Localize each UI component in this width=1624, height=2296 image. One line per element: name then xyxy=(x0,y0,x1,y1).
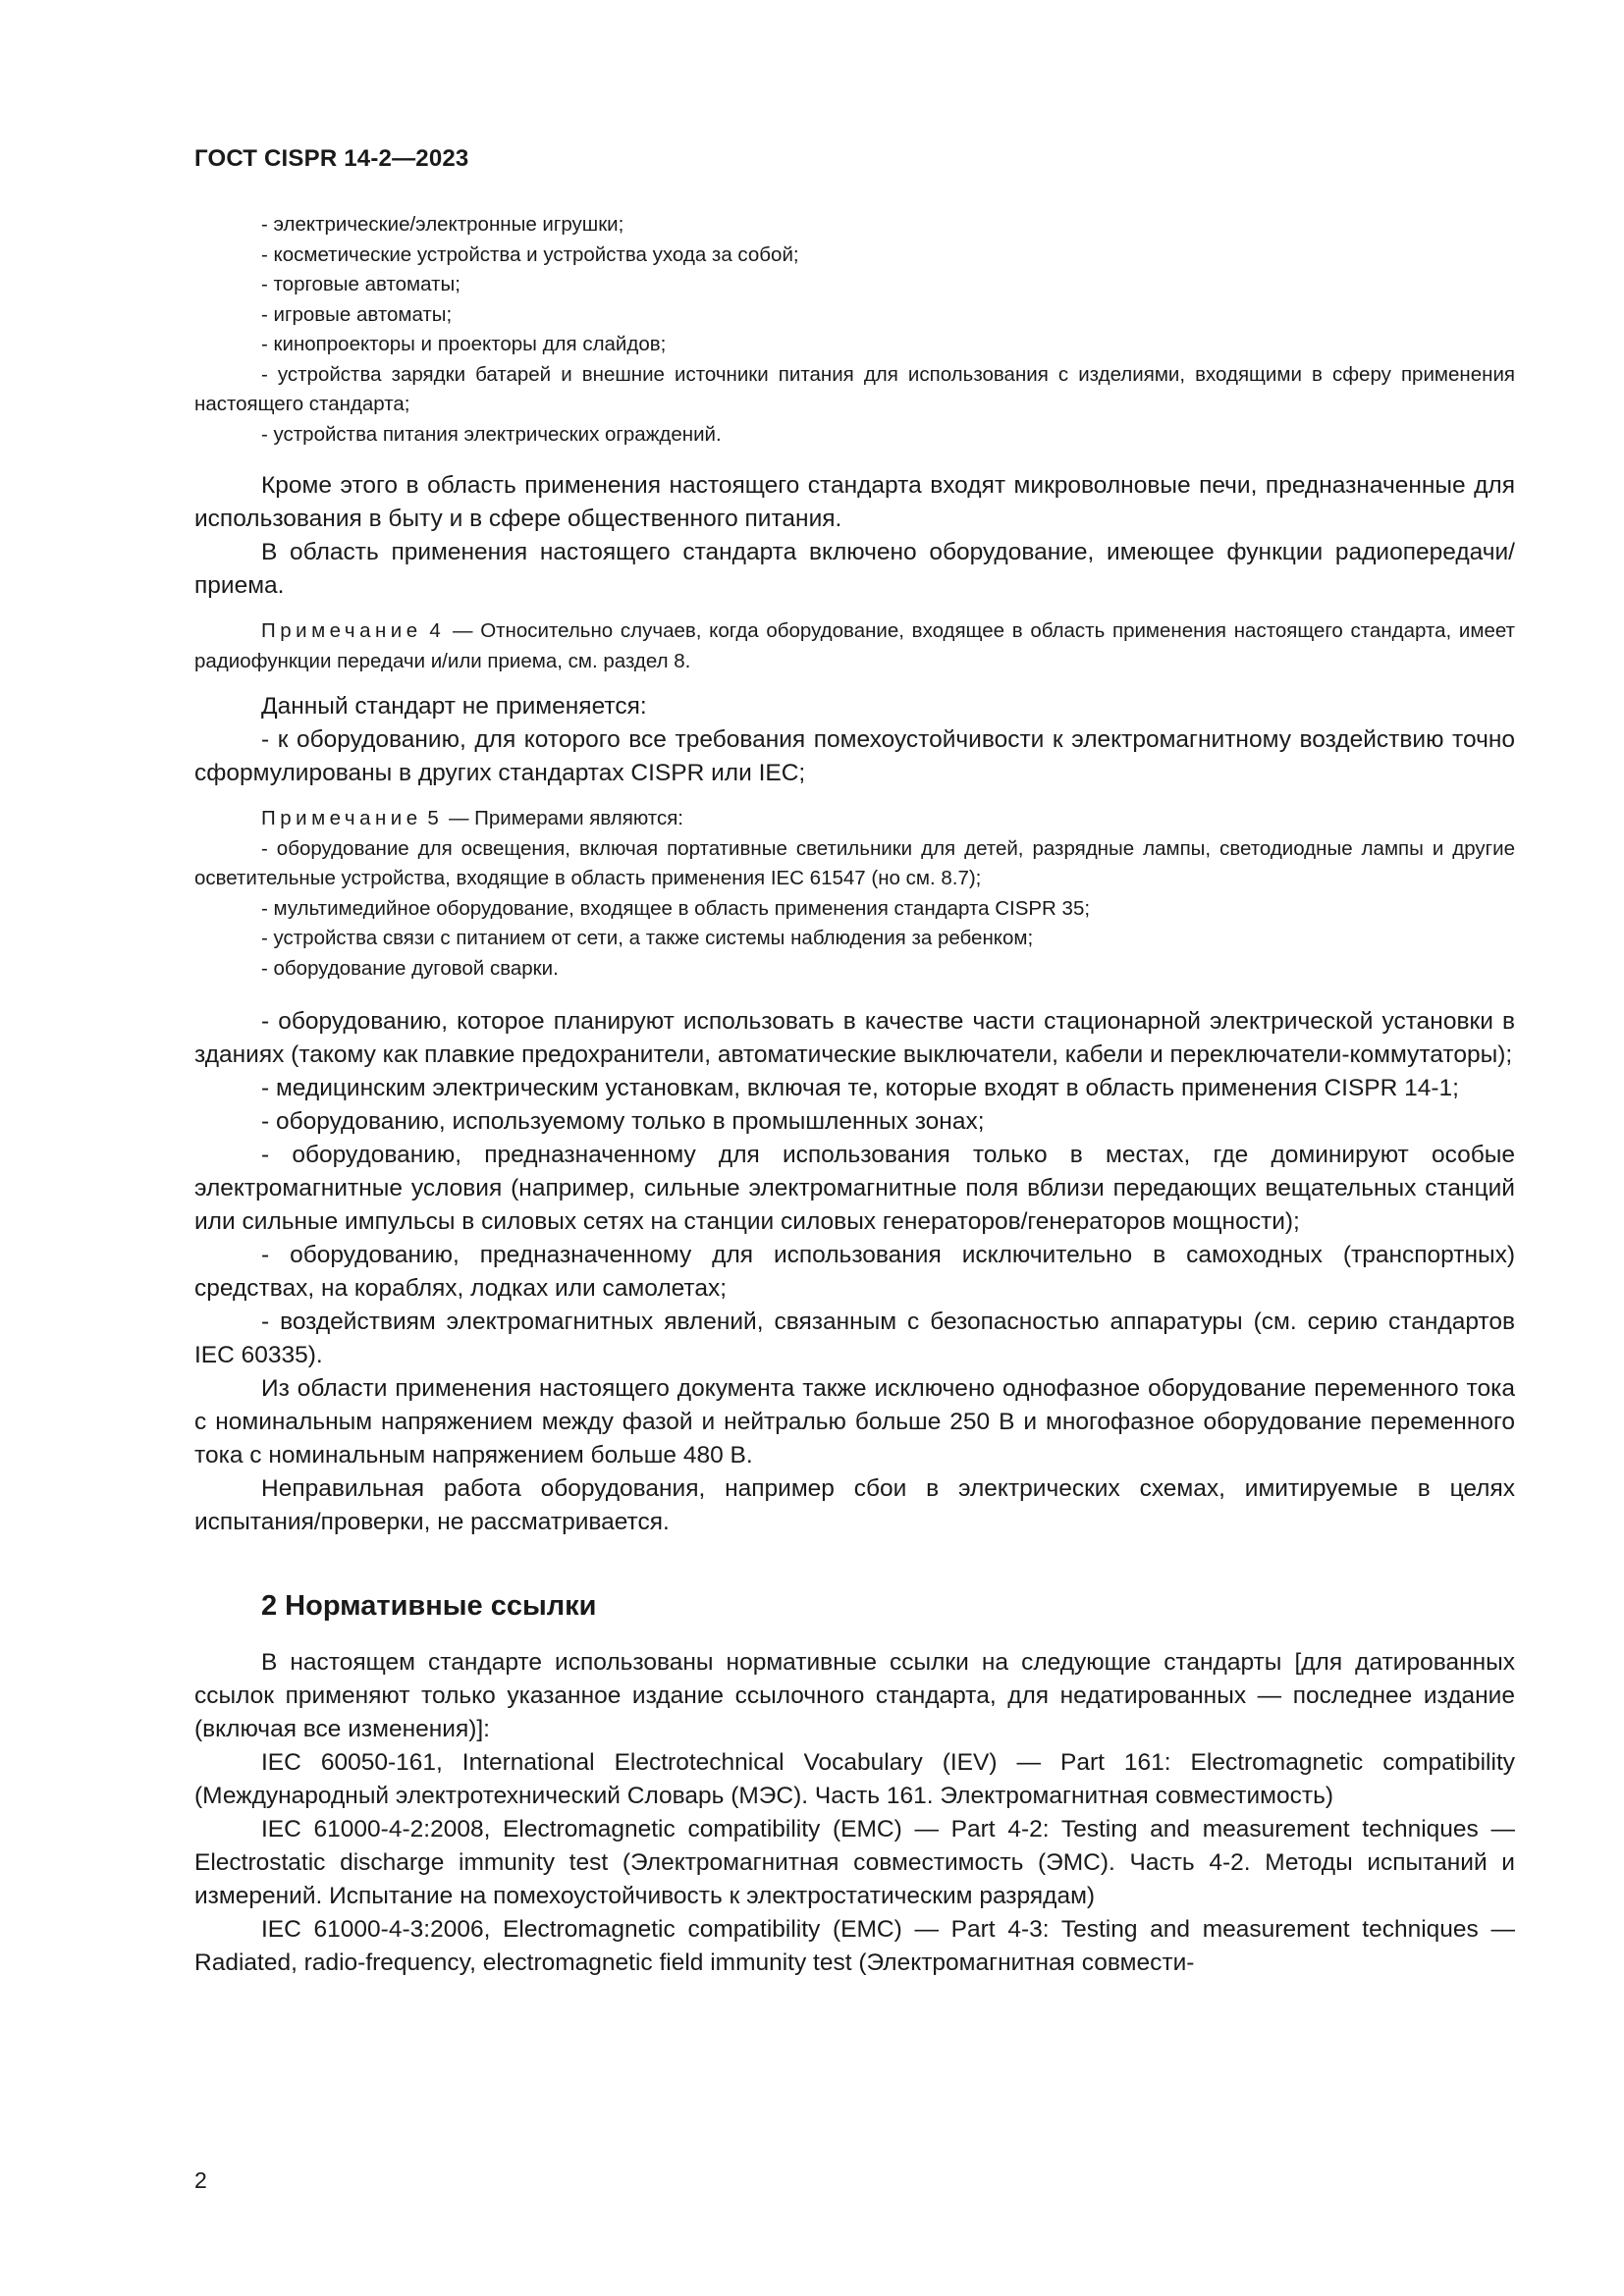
reference-item: IEC 60050-161, International Electrotechnical Vocabulary (IEV) — Part 161: Electromagnetic compatibility (Международный электротехнический Словарь (МЭС). Часть 161. Электромагнитная совместимость) xyxy=(194,1749,1515,1809)
scope-list xyxy=(194,210,1515,450)
scope-list-item: - кинопроекторы и проекторы для слайдов; xyxy=(261,333,667,355)
reference-item: IEC 61000-4-2:2008, Electromagnetic compatibility (EMC) — Part 4-2: Testing and measurement techniques — Electrostatic discharge immunity test (Электромагнитная совместимость (ЭМС). Часть 4-2. Методы испытаний и измерений. Испытание на помехоустойчивость к электростатическим разрядам) xyxy=(194,1816,1515,1909)
scope-list-item: - косметические устройства и устройства ухода за собой; xyxy=(261,242,799,266)
section-2-body xyxy=(194,1646,1515,1980)
exclusions-list xyxy=(194,1005,1515,1539)
note-5-item: - оборудование дуговой сварки. xyxy=(261,956,559,980)
page-number: 2 xyxy=(194,2167,207,2193)
exclusion-item: - оборудованию, используемому только в промышленных зонах; xyxy=(261,1108,985,1135)
exclusion-item: - оборудованию, предназначенному для использования только в местах, где доминируют особые электромагнитные условия (например, сильные электромагнитные поля вблизи передающих вещательных станций или сильные импульсы в силовых сетях на станции силовых генераторов/генераторов мощности); xyxy=(194,1142,1515,1235)
note-5 xyxy=(194,804,1515,984)
reference-item: IEC 61000-4-3:2006, Electromagnetic compatibility (EMC) — Part 4-3: Testing and measurement techniques — Radiated, radio-frequency, electromagnetic field immunity test (Электромагнитная совмести- xyxy=(194,1916,1515,1976)
note-5-item: - оборудование для освещения, включая портативные светильники для детей, разрядные лампы, светодиодные лампы и другие осветительные устройства, входящие в область применения IEC 61547 (но см. 8.7); xyxy=(194,836,1515,889)
paragraph: Из области применения настоящего документа также исключено однофазное оборудование переменного тока с номинальным напряжением между фазой и нейтралью больше 250 В и многофазное оборудование переменного тока с номинальным напряжением больше 480 В. xyxy=(194,1375,1515,1468)
exclusion-item: - оборудованию, которое планируют использовать в качестве части стационарной электрической установки в зданиях (такому как плавкие предохранители, автоматические выключатели, кабели и переключатели-коммутаторы); xyxy=(194,1008,1515,1068)
note-label: Примечание xyxy=(261,807,422,829)
note-5-item: - устройства связи с питанием от сети, а также системы наблюдения за ребенком; xyxy=(261,927,1034,949)
paragraph: В область применения настоящего стандарта включено оборудование, имеющее функции радиопередачи/приема. xyxy=(194,539,1515,599)
document-page xyxy=(194,145,1515,1980)
section-title: 2 Нормативные ссылки xyxy=(261,1590,597,1622)
section-intro: В настоящем стандарте использованы нормативные ссылки на следующие стандарты [для датированных ссылок применяют только указанное издание ссылочного стандарта, для недатированных — последнее издание (включая все изменения)]: xyxy=(194,1649,1515,1742)
note-number: 5 xyxy=(427,807,444,829)
not-applied-intro: Данный стандарт не применяется: xyxy=(261,693,647,720)
note-4 xyxy=(194,616,1515,676)
note-intro: — Примерами являются: xyxy=(448,807,684,829)
scope-list-item: - устройства питания электрических ограждений. xyxy=(261,422,722,446)
scope-list-item: - игровые автоматы; xyxy=(261,302,453,326)
exclusion-item: - медицинским электрическим установкам, включая те, которые входят в область применения CISPR 14-1; xyxy=(261,1075,1459,1101)
note-number: 4 xyxy=(429,619,446,642)
note-5-item: - мультимедийное оборудование, входящее в область применения стандарта CISPR 35; xyxy=(261,896,1091,920)
paragraph: Неправильная работа оборудования, например сбои в электрических схемах, имитируемые в целях испытания/проверки, не рассматривается. xyxy=(194,1475,1515,1535)
not-applied-item: - к оборудованию, для которого все требования помехоустойчивости к электромагнитному воздействию точно сформулированы в других стандартах CISPR или IEC; xyxy=(194,726,1515,786)
scope-list-item: - торговые автоматы; xyxy=(261,273,460,295)
not-applied-block xyxy=(194,690,1515,790)
exclusion-item: - воздействиям электромагнитных явлений, связанным с безопасностью аппаратуры (см. серию стандартов IEC 60335). xyxy=(194,1308,1515,1368)
scope-list-item: - электрические/электронные игрушки; xyxy=(261,213,624,236)
document-header: ГОСТ CISPR 14-2—2023 xyxy=(194,145,469,172)
note-text: — Относительно случаев, когда оборудование, входящее в область применения настоящего стандарта, имеет радиофункции передачи и/или приема, см. раздел 8. xyxy=(194,619,1515,672)
exclusion-item: - оборудованию, предназначенному для использования исключительно в самоходных (транспортных) средствах, на кораблях, лодках или самолетах; xyxy=(194,1242,1515,1302)
scope-paragraphs xyxy=(194,469,1515,603)
scope-list-item: - устройства зарядки батарей и внешние источники питания для использования с изделиями, входящими в сферу применения настоящего стандарта; xyxy=(194,362,1515,415)
paragraph: Кроме этого в область применения настоящего стандарта входят микроволновые печи, предназначенные для использования в быту и в сфере общественного питания. xyxy=(194,472,1515,532)
note-label: Примечание xyxy=(261,619,422,642)
